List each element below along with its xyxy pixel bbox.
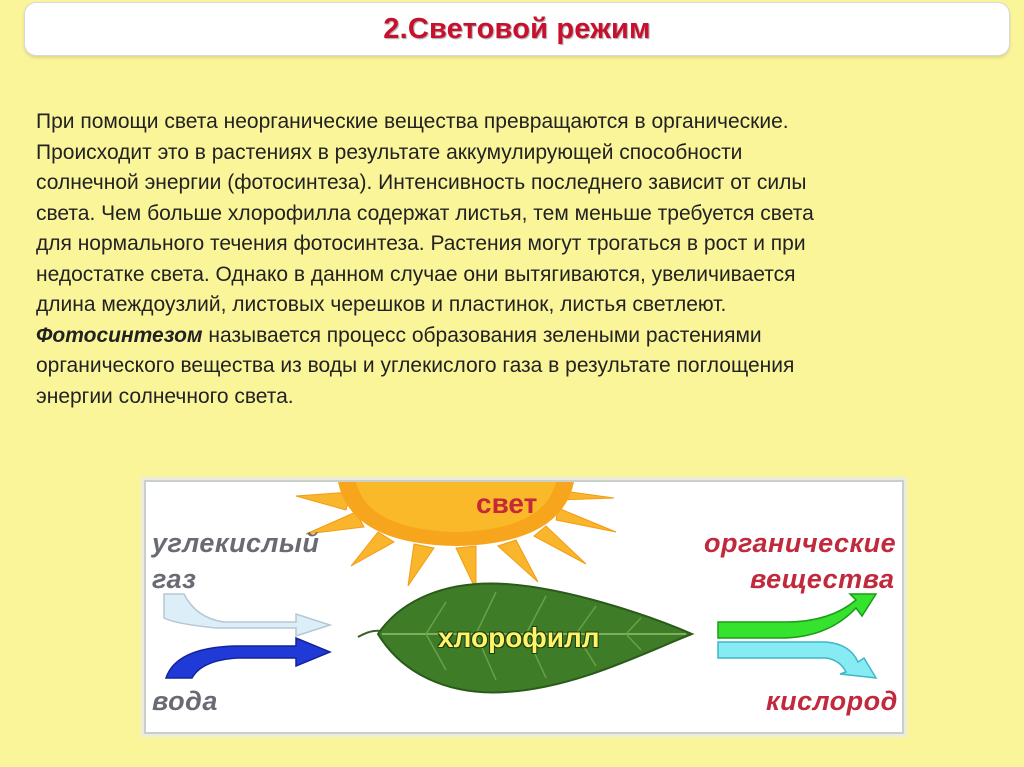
co2-arrow-icon [164,594,330,636]
body-paragraph [36,107,996,412]
input-co2-label-line1: углекислый [152,528,320,558]
output-organic-label-line2: вещества [750,564,895,594]
paragraph-line-3: солнечной энергии (фотосинтеза). Интенсивность последнего зависит от силы [36,171,807,194]
paragraph-line-5: для нормального течения фотосинтеза. Растения могут трогаться в рост и при [36,232,806,255]
oxygen-arrow-icon [718,642,876,678]
photosynthesis-diagram [144,480,904,734]
leaf-label: хлорофилл [438,622,600,653]
output-organic-label-line1: органические [704,528,897,558]
paragraph-line-7: длина междоузлий, листовых черешков и пластинок, листья светлеют. [36,293,727,316]
paragraph-line-4: света. Чем больше хлорофилла содержат листья, тем меньше требуется света [36,201,814,225]
water-arrow-icon [166,638,330,678]
output-oxygen-label: кислород [766,686,898,716]
definition-line-3: энергии солнечного света. [36,384,294,408]
paragraph-line-1: При помощи света неорганические вещества превращаются в органические. [36,110,789,133]
paragraph-line-2: Происходит это в растениях в результате аккумулирующей способности [36,140,743,164]
input-co2-label-line2: газ [152,564,197,594]
definition-line-2: органического вещества из воды и углекислого газа в результате поглощения [36,354,795,377]
definition-line-1: называется процесс образования зелеными растениями [202,323,762,347]
paragraph-line-6: недостатке света. Однако в данном случае они вытягиваются, увеличивается [36,262,796,286]
sun-icon [296,482,616,590]
slide-title: 2.Световой режим [383,12,651,45]
title-bar [24,2,1010,56]
input-water-label: вода [152,686,218,716]
definition-term: Фотосинтезом [36,323,203,347]
sun-label: свет [476,488,538,519]
organic-arrow-icon [718,594,876,638]
